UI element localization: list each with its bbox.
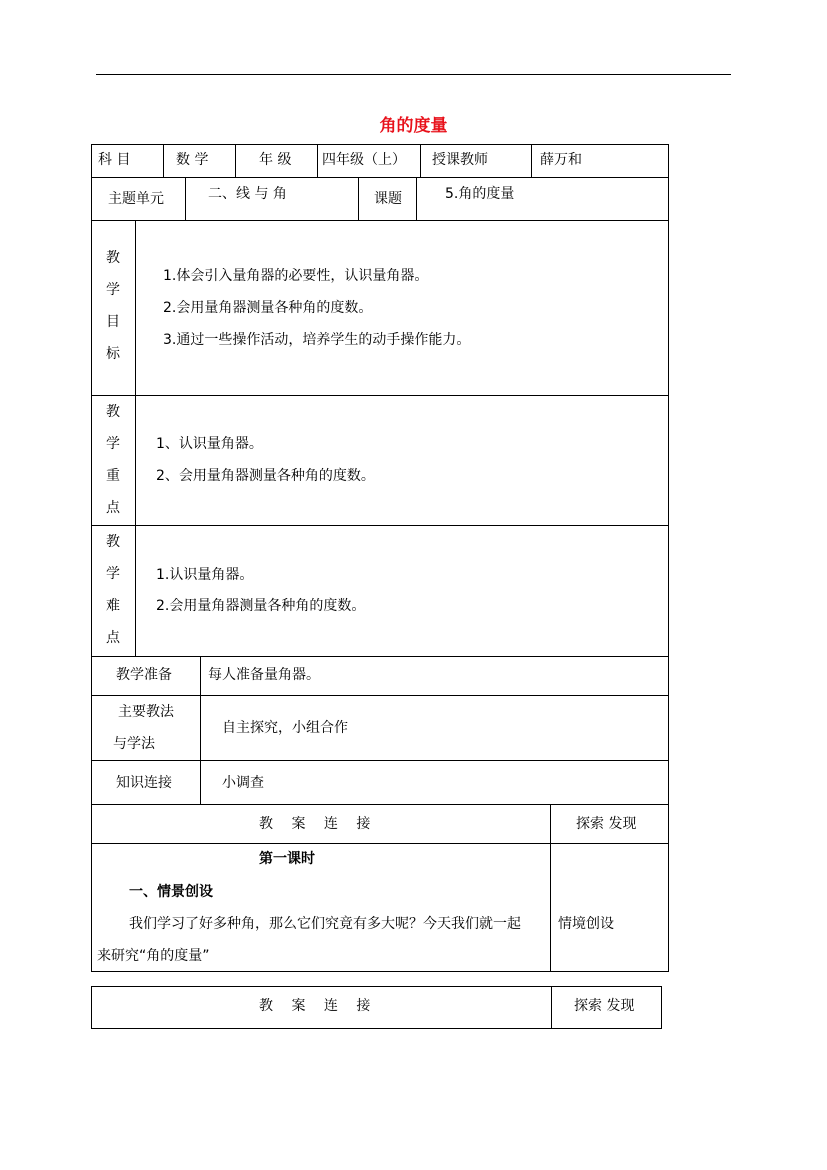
difficulty-item: 2.会用量角器测量各种角的度数。 <box>156 598 366 614</box>
grade-label: 年 级 <box>259 152 292 168</box>
key-point-item: 2、会用量角器测量各种角的度数。 <box>156 468 375 484</box>
subject-value: 数 学 <box>176 152 209 168</box>
knowledge-label: 知识连接 <box>116 775 172 791</box>
table-rule <box>420 144 421 177</box>
key-point-item: 1、认识量角器。 <box>156 436 263 452</box>
table-rule <box>91 760 669 761</box>
objective-item: 3.通过一些操作活动，培养学生的动手操作能力。 <box>163 332 471 348</box>
grade-value: 四年级（上） <box>322 152 406 168</box>
methods-value: 自主探究，小组合作 <box>222 720 348 736</box>
table-rule <box>91 525 669 526</box>
header-rule <box>96 74 731 75</box>
topic-label: 课题 <box>374 191 402 207</box>
table-rule <box>91 177 669 178</box>
table-rule <box>416 177 417 220</box>
difficulties-label: 教 学 难 点 <box>106 534 120 646</box>
table-rule <box>91 695 669 696</box>
section-title: 一、情景创设 <box>129 884 213 900</box>
lesson-paragraph: 来研究“角的度量” <box>97 948 210 964</box>
plan-header-left: 教 案 连 接 <box>259 816 371 832</box>
subject-label: 科 目 <box>98 152 131 168</box>
table-rule <box>91 220 669 221</box>
lesson-period: 第一课时 <box>259 851 315 867</box>
difficulty-item: 1.认识量角器。 <box>156 567 254 583</box>
unit-value: 二、线 与 角 <box>208 186 287 202</box>
table-rule <box>135 220 136 656</box>
table-rule <box>163 144 164 177</box>
table-rule <box>185 177 186 220</box>
table-rule <box>531 144 532 177</box>
table-rule <box>91 804 669 805</box>
table-rule <box>550 804 551 972</box>
objective-item: 1.体会引入量角器的必要性，认识量角器。 <box>163 268 429 284</box>
preparation-label: 教学准备 <box>116 667 172 683</box>
knowledge-value: 小调查 <box>222 775 264 791</box>
table-rule <box>200 656 201 804</box>
table-rule <box>91 843 669 844</box>
preparation-value: 每人准备量角器。 <box>208 667 320 683</box>
table-rule <box>317 144 318 177</box>
table-rule <box>358 177 359 220</box>
objective-item: 2.会用量角器测量各种角的度数。 <box>163 300 373 316</box>
key-points-label: 教 学 重 点 <box>106 404 120 516</box>
plan-header-left: 教 案 连 接 <box>259 998 371 1014</box>
unit-label: 主题单元 <box>108 191 164 207</box>
table-rule <box>91 395 669 396</box>
plan-header-right: 探索 发现 <box>576 816 637 832</box>
teacher-label: 授课教师 <box>432 152 488 168</box>
lesson-paragraph: 我们学习了好多种角，那么它们究竟有多大呢？今天我们就一起 <box>129 916 521 932</box>
methods-label: 主要教法 <box>118 704 174 720</box>
plan-header-right: 探索 发现 <box>574 998 635 1014</box>
methods-label: 与学法 <box>113 736 155 752</box>
topic-value: 5.角的度量 <box>445 186 515 202</box>
table-rule <box>91 656 669 657</box>
teacher-value: 薛万和 <box>540 152 582 168</box>
page-title: 角的度量 <box>379 116 448 136</box>
table-rule <box>551 986 552 1029</box>
objectives-label: 教 学 目 标 <box>106 250 120 362</box>
table-rule <box>235 144 236 177</box>
lesson-side-note: 情境创设 <box>558 916 614 932</box>
